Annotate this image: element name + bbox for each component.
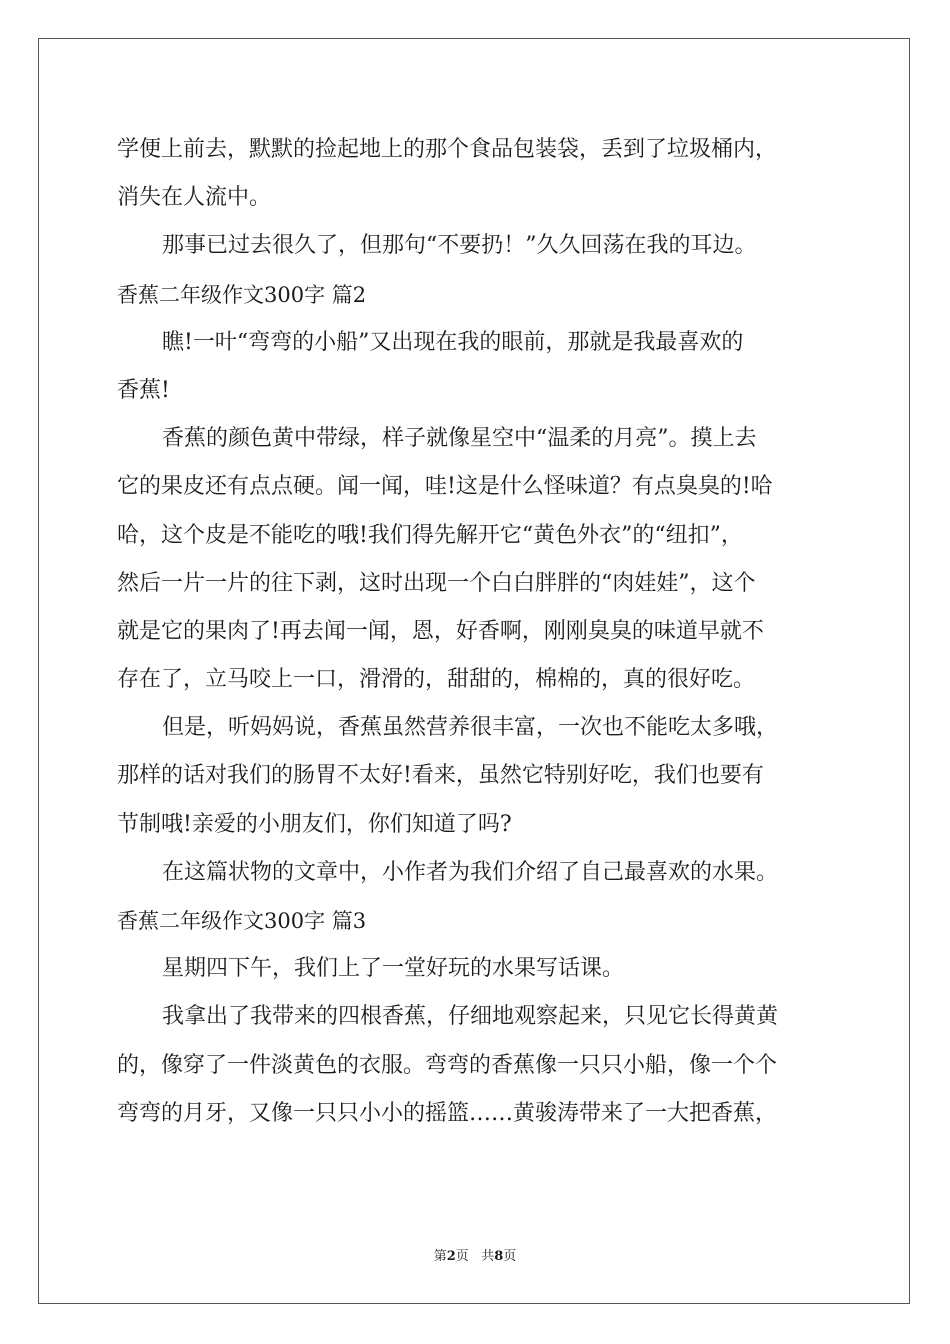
text-line: 在这篇状物的文章中，小作者为我们介绍了自己最喜欢的水果。 — [162, 859, 779, 885]
text-line: 我拿出了我带来的四根香蕉，仔细地观察起来，只见它长得黄黄 — [162, 1004, 779, 1030]
document-body — [117, 126, 837, 1138]
total-page-count: 8 — [494, 1249, 504, 1264]
text-line: 哈，这个皮是不能吃的哦!我们得先解开它“黄色外衣”的“纽扣”， — [117, 522, 743, 548]
text-line: 星期四下午，我们上了一堂好玩的水果写话课。 — [162, 956, 625, 982]
text-line: 但是，听妈妈说，香蕉虽然营养很丰富，一次也不能吃太多哦， — [162, 715, 779, 741]
text-line: 香蕉! — [117, 377, 170, 403]
text-line: 消失在人流中。 — [117, 185, 272, 211]
text-line: 那样的话对我们的肠胃不太好!看来，虽然它特别好吃，我们也要有 — [117, 763, 764, 789]
text-line: 的，像穿了一件淡黄色的衣服。弯弯的香蕉像一只只小船，像一个个 — [117, 1052, 778, 1078]
text-line: 存在了，立马咬上一口，滑滑的，甜甜的，棉棉的，真的很好吃。 — [117, 667, 756, 693]
page-footer — [0, 1245, 950, 1264]
text-line: 瞧!一叶“弯弯的小船”又出现在我的眼前，那就是我最喜欢的 — [162, 329, 744, 355]
current-page-number: 2 — [446, 1249, 456, 1264]
section-heading: 香蕉二年级作文300字 篇3 — [117, 909, 367, 933]
text-line: 它的果皮还有点点硬。闻一闻，哇!这是什么怪味道？有点臭臭的!哈 — [117, 474, 773, 500]
footer-total-suffix: 页 — [503, 1249, 517, 1264]
footer-prefix: 第 — [433, 1249, 447, 1264]
section-heading: 香蕉二年级作文300字 篇2 — [117, 282, 367, 307]
text-line: 然后一片一片的往下剥，这时出现一个白白胖胖的“肉娃娃”，这个 — [117, 570, 756, 596]
text-line: 香蕉的颜色黄中带绿，样子就像星空中“温柔的月亮”。摸上去 — [162, 426, 757, 452]
text-line: 节制哦!亲爱的小朋友们，你们知道了吗? — [117, 811, 512, 837]
footer-total-prefix: 共 — [481, 1249, 495, 1264]
text-line: 学便上前去，默默的捡起地上的那个食品包装袋，丢到了垃圾桶内， — [117, 137, 778, 162]
text-line: 弯弯的月牙，又像一只只小小的摇篮……黄骏涛带来了一大把香蕉， — [117, 1100, 778, 1126]
text-line: 那事已过去很久了，但那句“不要扔！”久久回荡在我的耳边。 — [162, 233, 757, 259]
footer-page-suffix: 页 — [455, 1249, 469, 1264]
text-line: 就是它的果肉了!再去闻一闻，恩，好香啊，刚刚臭臭的味道早就不 — [117, 618, 764, 644]
